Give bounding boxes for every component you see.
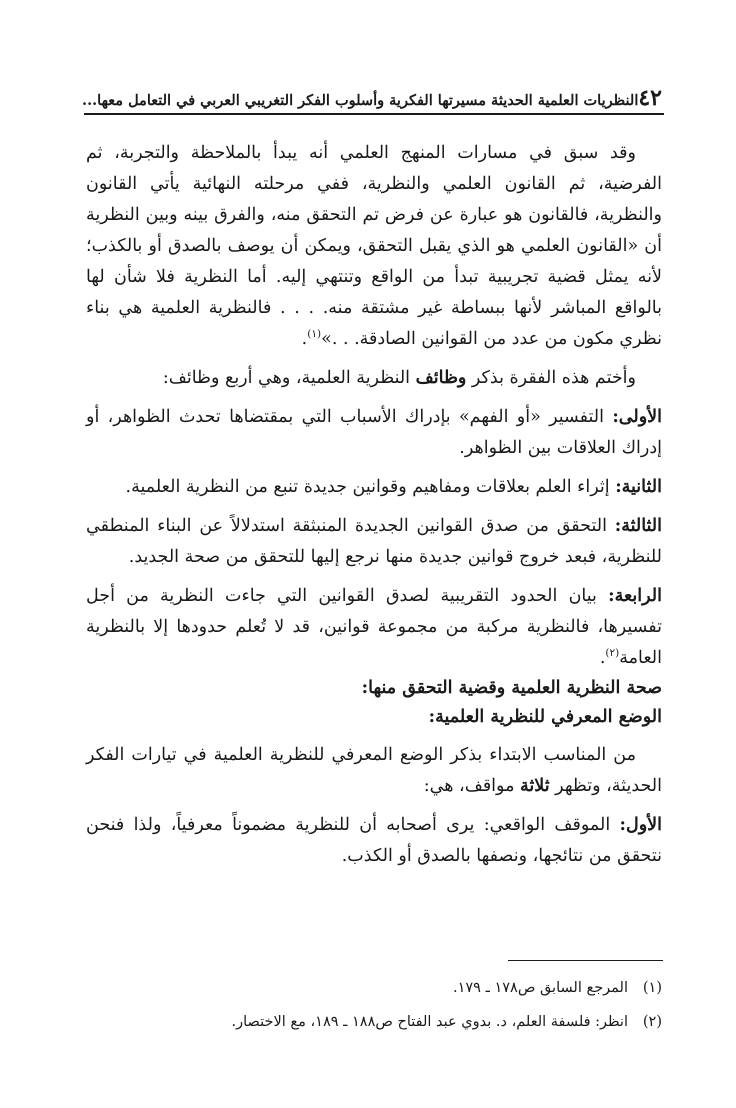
function-fourth (86, 581, 662, 674)
functions-intro-post: النظرية العلمية، وهي أربع وظائف: (162, 368, 416, 388)
positions-bold: ثلاثة (520, 776, 550, 796)
position-first (86, 810, 662, 872)
function-second (86, 472, 662, 503)
footnote-2 (82, 1012, 662, 1032)
function-fourth-label: الرابعة: (608, 586, 662, 606)
function-first-text: التفسير «أو الفهم» بإدراك الأسباب التي بمقتضاها تحدث الظواهر، أو إدراك العلاقات بين الظواهر. (86, 407, 662, 458)
function-first (86, 402, 662, 464)
positions-post: مواقف، هي: (423, 776, 521, 796)
footnote-1-number: (١) (642, 980, 662, 996)
function-third (86, 511, 662, 573)
paragraph-intro (86, 138, 662, 355)
paragraph-intro-end: . (301, 329, 308, 349)
footnote-1-text: المرجع السابق ص١٧٨ ـ ١٧٩. (452, 980, 628, 996)
footnote-2-number: (٢) (642, 1014, 662, 1030)
positions-pre: من المناسب الابتداء بذكر الوضع المعرفي للنظرية العلمية في تيارات الفكر الحديثة، وتظهر (86, 745, 662, 796)
footnote-1 (82, 978, 662, 998)
page-body (86, 138, 662, 872)
function-first-label: الأولى: (612, 407, 662, 427)
function-third-label: الثالثة: (614, 516, 662, 536)
page-header (82, 83, 662, 111)
footnote-rule (508, 960, 663, 961)
function-fourth-text: بيان الحدود التقريبية لصدق القوانين التي جاءت النظرية من أجل تفسيرها، فالنظرية مركبة من مجموعة قوانين، قد لا تُعلم حدودها إلا بالنظرية العامة (86, 586, 662, 668)
function-third-text: التحقق من صدق القوانين الجديدة المنبثقة استدلالاً عن البناء المنطقي للنظرية، فبعد خروج قوانين جديدة منها نرجع إليها للتحقق من صحة الجديد. (86, 516, 662, 567)
paragraph-positions (86, 740, 662, 802)
footnote-ref-1: (١) (307, 328, 322, 341)
function-fourth-end: . (599, 648, 606, 668)
position-first-label: الأول: (619, 815, 662, 835)
functions-intro-pre: وأختم هذه الفقرة بذكر (466, 368, 636, 388)
function-second-text: إثراء العلم بعلاقات ومفاهيم وقوانين جديدة تنبع من النظرية العلمية. (125, 477, 616, 497)
subsection-heading: الوضع المعرفي للنظرية العلمية: (428, 707, 662, 727)
running-title: النظريات العلمية الحديثة مسيرتها الفكرية وأسلوب الفكر التغريبي العربي في التعامل معها... (82, 92, 639, 109)
page-number: ٤٢ (638, 85, 662, 111)
header-rule (84, 113, 664, 115)
section-heading: صحة النظرية العلمية وقضية التحقق منها: (361, 678, 662, 698)
footnote-2-text: انظر: فلسفة العلم، د. بدوي عبد الفتاح ص١٨٨ ـ ١٨٩، مع الاختصار. (231, 1014, 628, 1030)
position-first-text: الموقف الواقعي: يرى أصحابه أن للنظرية مضموناً معرفياً، ولذا فنحن نتحقق من نتائجها، ونصفها بالصدق أو الكذب. (86, 815, 662, 866)
paragraph-intro-text: وقد سبق في مسارات المنهج العلمي أنه يبدأ بالملاحظة والتجربة، ثم الفرضية، ثم القانون العلمي والنظرية، ففي مرحلته النهائية يأتي القانون والنظرية، فالقانون هو عبارة عن فرض تم التحقق منه، والفرق بينه وبين النظرية أن «القانون العلمي هو الذي يقبل التحقق، ويمكن أن يوصف بالصدق أو بالكذب؛ لأنه يمثل قضية تجريبية تبدأ من الواقع وتنتهي إليه. أما النظرية فلا شأن لها بالواقع المباشر لأنها ببساطة غير مشتقة منه. . . . فالنظرية العلمية هي بناء نظري مكون من عدد من القوانين الصادقة. . .» (86, 143, 662, 349)
function-second-label: الثانية: (615, 477, 662, 497)
footnote-ref-2: (٢) (605, 647, 620, 660)
paragraph-functions-intro (86, 363, 662, 394)
functions-intro-bold: وظائف (415, 368, 467, 388)
